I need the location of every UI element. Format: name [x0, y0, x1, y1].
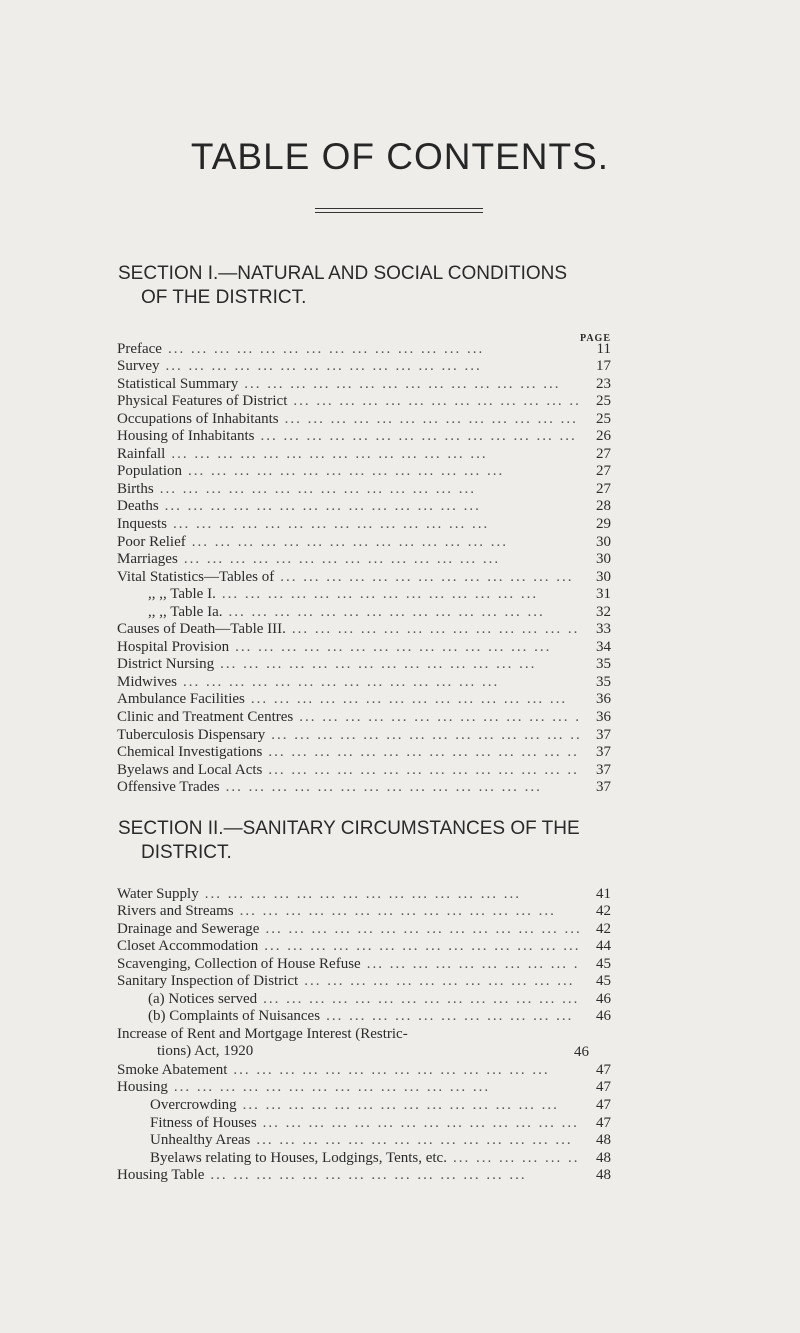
leader-dots	[159, 498, 579, 514]
toc-entry	[117, 937, 611, 955]
toc-entry-page: 35	[596, 673, 611, 690]
toc-entry	[117, 339, 611, 357]
toc-entry-label: Byelaws relating to Houses, Lodgings, Tents, etc.	[150, 1149, 447, 1166]
leader-dots	[245, 691, 579, 707]
toc-entry	[117, 919, 611, 937]
toc-entry-label: Physical Features of District	[117, 393, 288, 410]
toc-entry	[117, 1166, 611, 1184]
toc-entry-page: 27	[596, 445, 611, 462]
leader-dots	[274, 569, 579, 585]
leader-dots	[182, 463, 579, 479]
toc-entry	[117, 532, 611, 550]
leader-dots	[177, 674, 579, 690]
leader-dots	[257, 991, 579, 1007]
toc-entry-page: 28	[596, 498, 611, 515]
toc-entry-label: Closet Accommodation	[117, 938, 259, 955]
toc-entry	[117, 725, 611, 743]
toc-entry-label: Drainage and Sewerage	[117, 920, 260, 937]
leader-dots	[162, 341, 579, 357]
leader-dots	[199, 886, 579, 902]
toc-entry-label: Housing of Inhabitants	[117, 428, 255, 445]
toc-entry-label: Clinic and Treatment Centres	[117, 709, 294, 726]
toc-entry	[117, 954, 611, 972]
section1-entries	[117, 339, 611, 795]
toc-entry-label: Inquests	[117, 516, 167, 533]
toc-entry-label: Offensive Trades	[117, 779, 220, 796]
leader-dots	[237, 1097, 579, 1113]
leader-dots	[154, 481, 579, 497]
toc-entry	[117, 1148, 611, 1166]
toc-entry-label-line2: tions) Act, 1920	[157, 1043, 254, 1060]
toc-entry-label: Vital Statistics—Tables of	[117, 568, 275, 585]
toc-entry-label: Population	[117, 463, 183, 480]
toc-entry-label: Housing	[117, 1079, 168, 1096]
toc-entry	[117, 567, 611, 585]
title-rule-top	[315, 208, 483, 209]
toc-entry	[117, 707, 611, 725]
toc-entry-label: Chemical Investigations	[117, 744, 263, 761]
toc-entry	[117, 479, 611, 497]
toc-entry-page: 27	[596, 480, 611, 497]
toc-entry-label	[117, 1026, 557, 1060]
toc-entry-label: Statistical Summary	[117, 375, 239, 392]
toc-entry	[117, 1113, 611, 1131]
toc-entry-page: 25	[596, 410, 611, 427]
toc-entry-page: 41	[596, 885, 611, 902]
toc-entry-page: 31	[596, 586, 611, 603]
toc-entry	[117, 637, 611, 655]
toc-entry	[117, 497, 611, 515]
toc-entry-page: 37	[596, 779, 611, 796]
toc-entry-label: Ambulance Facilities	[117, 691, 245, 708]
toc-entry	[117, 760, 611, 778]
toc-entry-label: Births	[117, 480, 154, 497]
toc-entry	[117, 989, 611, 1007]
toc-entry	[117, 602, 611, 620]
toc-entry-label: Hospital Provision	[117, 638, 230, 655]
toc-entry	[117, 690, 611, 708]
toc-entry-label: (a) Notices served	[148, 990, 258, 1007]
toc-entry-label: Preface	[117, 340, 162, 357]
toc-entry-page: 45	[596, 955, 611, 972]
leader-dots	[220, 779, 579, 795]
toc-entry	[117, 655, 611, 673]
leader-dots	[265, 727, 579, 743]
toc-entry-label: Survey	[117, 358, 160, 375]
leader-dots	[286, 621, 579, 637]
toc-entry	[117, 1095, 611, 1113]
toc-entry-label: Midwives	[117, 673, 177, 690]
toc-entry	[117, 884, 611, 902]
toc-entry-label: Rainfall	[117, 445, 166, 462]
leader-dots	[298, 973, 579, 989]
toc-entry	[117, 620, 611, 638]
toc-entry-label: Rivers and Streams	[117, 903, 234, 920]
leader-dots	[229, 639, 579, 655]
leader-dots	[168, 1079, 579, 1095]
toc-entry-label-line1: Increase of Rent and Mortgage Interest (Restric-	[117, 1026, 408, 1043]
toc-entry-page: 42	[596, 920, 611, 937]
title-rule-bottom	[315, 212, 483, 213]
toc-entry-label: Scavenging, Collection of House Refuse	[117, 955, 361, 972]
leader-dots	[257, 1115, 579, 1131]
toc-entry	[117, 444, 611, 462]
leader-dots	[160, 358, 580, 374]
toc-entry-page: 48	[596, 1149, 611, 1166]
toc-entry	[117, 1024, 611, 1060]
toc-entry-page: 17	[596, 358, 611, 375]
leader-dots	[165, 446, 579, 462]
toc-entry	[117, 550, 611, 568]
toc-entry	[117, 902, 611, 920]
toc-entry-label: Occupations of Inhabitants	[117, 410, 279, 427]
toc-entry	[117, 357, 611, 375]
leader-dots	[262, 744, 579, 760]
leader-dots	[167, 516, 579, 532]
toc-entry-label: District Nursing	[117, 656, 215, 673]
toc-entry	[117, 672, 611, 690]
toc-entry-page: 23	[596, 375, 611, 392]
toc-entry	[117, 1060, 611, 1078]
toc-entry-page: 30	[596, 551, 611, 568]
toc-entry-page: 27	[596, 463, 611, 480]
toc-entry-label: Causes of Death—Table III.	[117, 621, 286, 638]
section2-heading-line1: SECTION II.—SANITARY CIRCUMSTANCES OF THE	[118, 818, 580, 839]
toc-entry-label: Overcrowding	[150, 1097, 237, 1114]
section2-heading-line2: DISTRICT.	[141, 842, 232, 863]
leader-dots	[287, 393, 579, 409]
leader-dots	[361, 956, 579, 972]
toc-entry-page: 47	[596, 1079, 611, 1096]
toc-entry-page: 26	[596, 428, 611, 445]
toc-entry-page: 25	[596, 393, 611, 410]
toc-entry	[117, 392, 611, 410]
toc-entry-page: 37	[596, 726, 611, 743]
toc-entry-label: Unhealthy Areas	[150, 1132, 251, 1149]
toc-entry-label: ,, ,, Table Ia.	[148, 603, 223, 620]
toc-entry-page: 47	[596, 1097, 611, 1114]
toc-entry	[117, 427, 611, 445]
toc-entry-page: 29	[596, 516, 611, 533]
toc-entry	[117, 1078, 611, 1096]
leader-dots	[262, 762, 579, 778]
page-title: TABLE OF CONTENTS.	[190, 136, 610, 177]
toc-entry-page: 45	[596, 973, 611, 990]
toc-entry-page: 34	[596, 638, 611, 655]
leader-dots	[254, 428, 579, 444]
toc-entry-label: (b) Complaints of Nuisances	[148, 1008, 321, 1025]
toc-entry-label: Sanitary Inspection of District	[117, 973, 299, 990]
toc-entry	[117, 743, 611, 761]
toc-entry-page: 42	[596, 903, 611, 920]
toc-entry-page: 32	[596, 603, 611, 620]
leader-dots	[258, 938, 579, 954]
toc-entry	[117, 374, 611, 392]
leader-dots	[204, 1167, 579, 1183]
toc-entry-label: Deaths	[117, 498, 159, 515]
leader-dots	[293, 709, 579, 725]
toc-entry-page: 46	[596, 990, 611, 1007]
toc-entry-page: 48	[596, 1132, 611, 1149]
toc-entry-page: 44	[596, 938, 611, 955]
toc-entry-label: Tuberculosis Dispensary	[117, 726, 266, 743]
toc-entry-page: 37	[596, 744, 611, 761]
leader-dots	[234, 903, 579, 919]
leader-dots	[216, 586, 579, 602]
leader-dots	[259, 921, 579, 937]
leader-dots	[186, 534, 579, 550]
leader-dots	[222, 604, 579, 620]
toc-entry-page: 35	[596, 656, 611, 673]
leader-dots	[178, 551, 579, 567]
leader-dots	[320, 1008, 579, 1024]
leader-dots	[447, 1150, 579, 1166]
toc-entry-label: Poor Relief	[117, 533, 186, 550]
toc-entry-page: 48	[596, 1167, 611, 1184]
toc-entry	[117, 972, 611, 990]
section2-heading	[118, 817, 708, 865]
toc-entry	[117, 1131, 611, 1149]
page-column-label: PAGE	[579, 333, 611, 344]
toc-entry-label: ,, ,, Table I.	[148, 586, 216, 603]
toc-entry	[117, 462, 611, 480]
section1-heading	[118, 262, 708, 310]
toc-entry-page: 33	[596, 621, 611, 638]
leader-dots	[227, 1062, 579, 1078]
leader-dots	[238, 376, 579, 392]
toc-entry-page: 30	[596, 568, 611, 585]
toc-entry-page: 47	[596, 1114, 611, 1131]
leader-dots	[279, 411, 579, 427]
toc-entry	[117, 778, 611, 796]
toc-entry-page: 46	[574, 1044, 589, 1061]
toc-entry-label: Housing Table	[117, 1167, 205, 1184]
toc-entry-label: Smoke Abatement	[117, 1061, 228, 1078]
toc-entry-label: Fitness of Houses	[150, 1114, 257, 1131]
toc-entry-label: Byelaws and Local Acts	[117, 761, 263, 778]
toc-entry-page: 30	[596, 533, 611, 550]
toc-entry	[117, 409, 611, 427]
leader-dots	[250, 1132, 579, 1148]
leader-dots	[214, 656, 579, 672]
toc-entry-page: 36	[596, 709, 611, 726]
section1-heading-line2: OF THE DISTRICT.	[141, 287, 307, 308]
toc-entry-page: 46	[596, 1008, 611, 1025]
toc-entry	[117, 585, 611, 603]
toc-entry-page: 36	[596, 691, 611, 708]
section1-heading-line1: SECTION I.—NATURAL AND SOCIAL CONDITIONS	[118, 263, 568, 284]
toc-entry	[117, 514, 611, 532]
toc-entry-label: Marriages	[117, 551, 178, 568]
toc-entry-page: 11	[596, 340, 611, 357]
toc-entry-page: 37	[596, 761, 611, 778]
toc-entry-label: Water Supply	[117, 885, 199, 902]
toc-entry-page: 47	[596, 1061, 611, 1078]
section2-entries	[117, 884, 611, 1183]
toc-entry	[117, 1007, 611, 1025]
